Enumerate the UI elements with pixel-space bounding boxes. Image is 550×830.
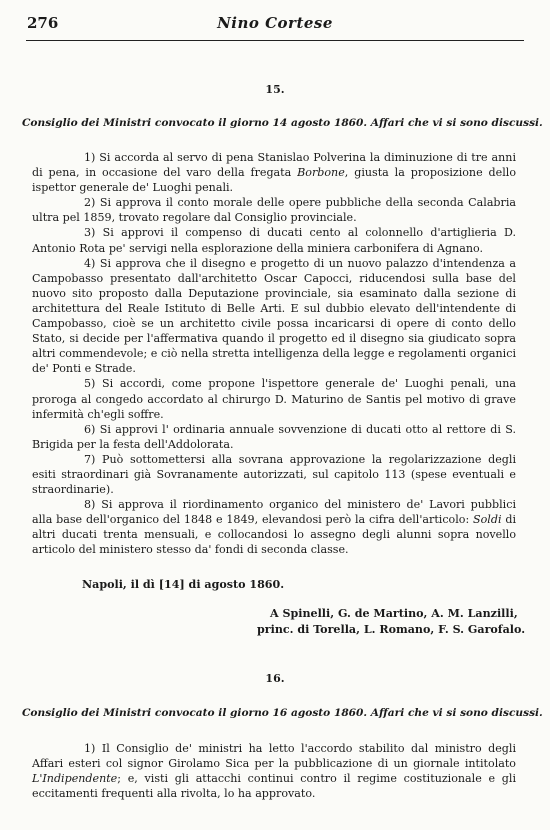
- paragraph: 1) Il Consiglio de' ministri ha letto l'accordo stabilito dal ministro degli Affari esteri col signor Girolamo Sica per la pubblicazione di un giornale intitolato L'Indipendente; e, visti gli attacchi continui contro il regime costituzionale e gli eccitamenti frequenti alla rivolta, lo ha approvato.: [32, 742, 516, 801]
- section-title: Consiglio dei Ministri convocato il giorno 16 agosto 1860. Affari che vi si sono discussi.: [22, 707, 543, 719]
- signatory-line: princ. di Torella, L. Romano, F. S. Garofalo.: [257, 623, 526, 636]
- paragraph: 1) Si accorda al servo di pena Stanislao Polverina la diminuzione di tre anni di pena, in occasione del varo della fregata Borbone, giusta la proposizione dello ispettor generale de' Luoghi penali.: [32, 151, 516, 195]
- running-head: [27, 14, 523, 36]
- paragraph: 2) Si approva il conto morale delle opere pubbliche della seconda Calabria ultra pel 1859, trovato regolare dal Consiglio provinciale.: [32, 196, 516, 225]
- section-number: 15.: [265, 83, 285, 96]
- section-title: Consiglio dei Ministri convocato il giorno 14 agosto 1860. Affari che vi si sono discussi.: [22, 117, 543, 129]
- section-number: 16.: [265, 672, 285, 685]
- signatory-line: A Spinelli, G. de Martino, A. M. Lanzilli,: [270, 607, 518, 620]
- running-title: Nino Cortese: [217, 14, 333, 32]
- paragraph: 5) Si accordi, come propone l'ispettore generale de' Luoghi penali, una proroga al congedo accordato al chirurgo D. Maturino de Santis pel motivo di grave infermità ch'egli soffre.: [32, 377, 516, 421]
- section-items: [32, 150, 516, 558]
- paragraph: 6) Si approvi l' ordinaria annuale sovvenzione di ducati otto al rettore di S. Brigida per la festa dell'Addolorata.: [32, 422, 516, 451]
- paragraph: 4) Si approva che il disegno e progetto di un nuovo palazzo d'intendenza a Campobasso presentato dall'architetto Oscar Capocci, riducendosi sulla base del nuovo sito proposto dalla Deputazione provinciale, sia esaminato dalla sezione di architettura del Reale Istituto di Belle Arti. E sul dubbio elevato dell'intendente di Campobasso, cioè se un architetto civile possa incaricarsi di opere di conto dello Stato, si decide per l'affermativa quando il progetto ed il disegno sia giudicato sopra altri commendevole; e ciò nella stretta intelligenza della legge e regolamenti organici de' Ponti e Strade.: [32, 256, 516, 376]
- paragraph: 3) Si approvi il compenso di ducati cento al colonnello d'artiglieria D. Antonio Rota pe' servigi nella esplorazione della miniera carbonifera di Agnano.: [32, 226, 516, 255]
- section-items: [32, 741, 516, 801]
- dateline: Napoli, il dì [14] di agosto 1860.: [82, 578, 285, 591]
- header-rule: [26, 40, 524, 41]
- page-number: 276: [27, 14, 59, 32]
- paragraph: 8) Si approva il riordinamento organico del ministero de' Lavori pubblici alla base dell'organico del 1848 e 1849, elevandosi però la cifra dell'articolo: Soldi di altri ducati trenta mensuali, e collocandosi lo assegno degli alunni sopra novello articolo del ministero stesso da' fondi di seconda classe.: [32, 498, 516, 557]
- paragraph: 7) Può sottomettersi alla sovrana approvazione la regolarizzazione degli esiti straordinari già Sovranamente autorizzati, sul capitolo 113 (spese eventuali e straordinarie).: [32, 452, 516, 497]
